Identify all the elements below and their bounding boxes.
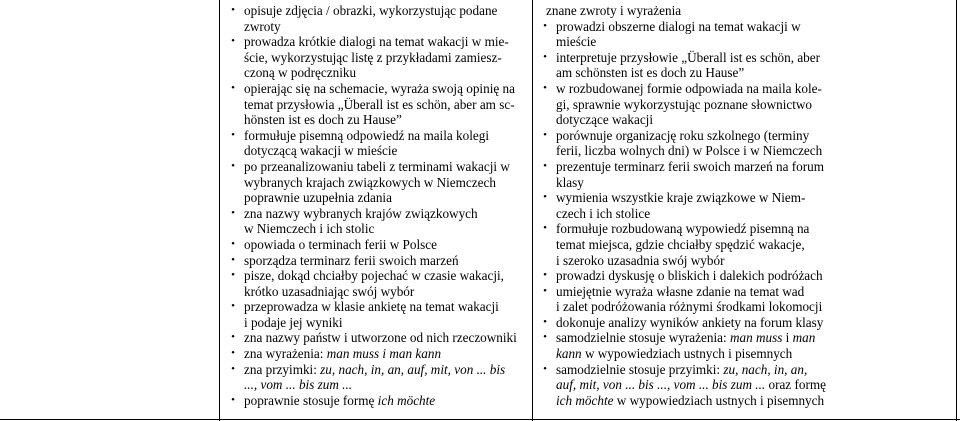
list-item-line (556, 143, 954, 159)
grade-column-dobra (540, 3, 954, 408)
bullet-icon: • (543, 315, 547, 328)
list-item-text: prowadzi obszerne dialogi na temat wakacji w (556, 18, 801, 34)
criteria-list (540, 19, 954, 409)
list-item-italic: man (792, 330, 816, 346)
list-item-text: ście, wykorzystując listę z przykładami zamiesz- (244, 49, 502, 65)
bullet-icon: • (543, 284, 547, 297)
list-item-line (244, 190, 530, 206)
list-item-italic: ..., vom ... bis zum ... (244, 377, 353, 393)
list-item (540, 81, 954, 128)
list-item-italic: man muss (729, 330, 783, 346)
list-item-line (244, 81, 530, 97)
list-item-line (244, 362, 530, 378)
bullet-icon: • (543, 222, 547, 235)
list-item-text: mieście (556, 34, 597, 50)
list-item (540, 159, 954, 190)
bullet-icon: • (543, 128, 547, 141)
list-item-line (556, 253, 954, 269)
list-item-italic: zu, nach, in, an, auf, mit, von ... bis (320, 361, 506, 377)
list-item-line (244, 393, 530, 409)
list-item-text: zna przyimki: (244, 361, 321, 377)
list-item (228, 253, 530, 269)
list-item-line (556, 393, 954, 409)
bullet-icon: • (543, 159, 547, 172)
list-item-text: formułuje rozbudowaną wypowiedź pisemną na (556, 221, 810, 237)
list-item-line (244, 34, 530, 50)
bullet-icon: • (543, 269, 547, 282)
list-item-text: i podaje jej wyniki (244, 314, 343, 330)
list-item-text: opowiada o terminach ferii w Polsce (244, 236, 437, 252)
list-item-line (556, 206, 954, 222)
list-item (540, 128, 954, 159)
list-item-text: temat miejsca, gdzie chciałby spędzić wakacje, (556, 236, 805, 252)
list-item-text: i (782, 330, 793, 346)
list-item-text: samodzielnie stosuje przyimki: (556, 361, 724, 377)
list-item-line (556, 346, 954, 362)
list-item (540, 19, 954, 50)
list-item-italic: zu, nach, in, an, (723, 361, 808, 377)
list-item-text: ferii, liczba wolnych dni) w Polsce i w Niemczech (556, 143, 823, 159)
list-item (228, 3, 530, 34)
list-item-text: opierając się na schemacie, wyraża swoją opinię na (244, 80, 515, 96)
list-item-text: prowadzi dyskusję o bliskich i dalekich podróżach (556, 268, 823, 284)
list-item-line (244, 346, 530, 362)
list-item-text: przeprowadza w klasie ankietę na temat wakacji (244, 299, 499, 315)
list-item-text: dotyczącą wakacji w mieście (244, 143, 398, 159)
bullet-icon: • (231, 331, 235, 344)
list-item-text: czech i ich stolice (556, 205, 651, 221)
list-item-text: porównuje organizację roku szkolnego (terminy (556, 127, 810, 143)
list-item-text: poprawnie uzupełnia zdania (244, 190, 392, 206)
list-item (540, 284, 954, 315)
list-item-text: wymienia wszystkie kraje związkowe w Niem- (556, 190, 806, 206)
list-item-line (556, 330, 954, 346)
list-item-line (556, 299, 954, 315)
list-item-line (556, 97, 954, 113)
bullet-icon: • (543, 331, 547, 344)
list-item-line (556, 65, 954, 81)
grade-column-dostateczna (228, 3, 530, 408)
list-item-text: w wypowiedziach ustnych i pisemnych (613, 392, 825, 408)
list-item (228, 346, 530, 362)
column-divider (219, 0, 220, 421)
list-item-line (244, 3, 530, 19)
list-item (228, 330, 530, 346)
list-item (540, 330, 954, 361)
list-item-italic: ich möchte (556, 392, 614, 408)
list-item-line (244, 159, 530, 175)
list-item (540, 315, 954, 331)
list-item-line (556, 81, 954, 97)
list-item-text: dotyczące wakacji (556, 112, 654, 128)
list-item-text: pisze, dokąd chciałby pojechać w czasie wakacji, (244, 268, 504, 284)
list-item-line (556, 268, 954, 284)
list-item-line (244, 65, 530, 81)
list-item (228, 268, 530, 299)
list-item-text: dokonuje analizy wyników ankiety na forum klasy (556, 314, 824, 330)
list-item-text: w wypowiedziach ustnych i pisemnych (581, 346, 793, 362)
list-item-line (244, 221, 530, 237)
list-item-text: opisuje zdjęcia / obrazki, wykorzystując podane (244, 3, 498, 18)
list-item (540, 50, 954, 81)
list-item-text: formułuje pisemną odpowiedź na maila kolegi (244, 127, 489, 143)
list-item (228, 237, 530, 253)
list-item (228, 81, 530, 128)
list-item-line (556, 19, 954, 35)
list-item-text: gi, sprawnie wykorzystując poznane słownictwo (556, 96, 812, 112)
list-item-text: hönsten ist es doch zu Hause” (244, 112, 402, 128)
list-item (228, 206, 530, 237)
list-item-line (244, 330, 530, 346)
list-item (228, 34, 530, 81)
bullet-icon: • (543, 191, 547, 204)
column-divider (532, 0, 533, 421)
list-item-line (244, 143, 530, 159)
list-item-text: prezentuje terminarz ferii swoich marzeń na forum (556, 158, 825, 174)
list-item (540, 221, 954, 268)
bullet-icon: • (231, 159, 235, 172)
bullet-icon: • (231, 206, 235, 219)
list-item-line (556, 128, 954, 144)
list-item-line (556, 159, 954, 175)
list-item-text: oraz formę (765, 377, 826, 393)
list-item-line (556, 50, 954, 66)
list-item-line (556, 34, 954, 50)
criteria-list (228, 3, 530, 408)
bullet-icon: • (231, 362, 235, 375)
list-item-text: zna wyrażenia: (244, 346, 327, 362)
table-bottom-border (0, 419, 960, 420)
list-item-line (556, 221, 954, 237)
list-item-line (556, 315, 954, 331)
list-item (540, 190, 954, 221)
bullet-icon: • (231, 128, 235, 141)
list-item-line (244, 377, 530, 393)
list-item-line (556, 175, 954, 191)
bullet-icon: • (231, 300, 235, 313)
list-item-text: zna nazwy wybranych krajów związkowych (244, 205, 478, 221)
list-item-line (244, 253, 530, 269)
bullet-icon: • (231, 81, 235, 94)
list-item-text: samodzielnie stosuje wyrażenia: (556, 330, 730, 346)
column-divider (956, 0, 957, 421)
list-item-line (244, 299, 530, 315)
list-item-italic: auf, mit, von ... bis ..., vom ... bis zum ... (556, 377, 766, 393)
list-item-text: wybranych krajach związkowych w Niemczech (244, 174, 496, 190)
list-item-line (556, 237, 954, 253)
bullet-icon: • (231, 4, 235, 16)
bullet-icon: • (231, 253, 235, 266)
bullet-icon: • (231, 237, 235, 250)
list-item-text: zwroty (244, 18, 281, 34)
bullet-icon: • (231, 269, 235, 282)
list-item (228, 128, 530, 159)
list-item-text: i zalet podróżowania różnymi środkami lokomocji (556, 299, 823, 315)
list-item (228, 362, 530, 393)
list-item-text: i szeroko uzasadnia swój wybór (556, 252, 725, 268)
list-item-italic: man muss i man kann (326, 346, 442, 362)
list-item-line (244, 284, 530, 300)
list-item-text: w Niemczech i ich stolic (244, 221, 375, 237)
list-item-text: prowadza krótkie dialogi na temat wakacji w mie- (244, 34, 509, 50)
list-item-italic: ich möchte (377, 392, 436, 408)
list-item-line (244, 112, 530, 128)
list-item-text: czoną w podręczniku (244, 65, 357, 81)
list-item-line (556, 112, 954, 128)
bullet-icon: • (543, 81, 547, 94)
list-item-text: klasy (556, 174, 584, 190)
list-item-line (556, 362, 954, 378)
list-item-line (556, 190, 954, 206)
list-item-line (244, 175, 530, 191)
list-item (228, 393, 530, 409)
list-item-line (244, 50, 530, 66)
list-item-text: temat przysłowia „Überall ist es schön, aber am sc- (244, 96, 515, 112)
bullet-icon: • (231, 347, 235, 360)
list-item-text: umiejętnie wyraża własne zdanie na temat wad (556, 283, 805, 299)
bullet-icon: • (543, 362, 547, 375)
list-item-text: interpretuje przysłowie „Überall ist es schön, aber (556, 49, 821, 65)
bullet-icon: • (543, 50, 547, 63)
list-lead-text: znane zwroty i wyrażenia (546, 3, 682, 18)
bullet-icon: • (231, 393, 235, 406)
list-item-text: po przeanalizowaniu tabeli z terminami wakacji w (244, 158, 510, 174)
list-item (228, 299, 530, 330)
list-item-line (244, 315, 530, 331)
list-item (228, 159, 530, 206)
list-item-line (556, 284, 954, 300)
list-item-line (244, 206, 530, 222)
list-item-line (244, 128, 530, 144)
bullet-icon: • (543, 19, 547, 32)
list-item-line (244, 19, 530, 35)
list-item-line (556, 377, 954, 393)
list-item-line (244, 97, 530, 113)
bullet-icon: • (231, 35, 235, 48)
list-item-text: am schönsten ist es doch zu Hause” (556, 65, 745, 81)
list-item-text: sporządza terminarz ferii swoich marzeń (244, 252, 459, 268)
list-item-line (244, 268, 530, 284)
list-item (540, 362, 954, 409)
list-item-text: w rozbudowanej formie odpowiada na maila kole- (556, 80, 822, 96)
list-item-text: krótko uzasadniając swój wybór (244, 283, 415, 299)
list-item-text: zna nazwy państw i utworzone od nich rzeczowniki (244, 330, 517, 346)
list-item-line (244, 237, 530, 253)
list-item-italic: kann (556, 346, 582, 362)
list-item (540, 268, 954, 284)
list-item-text: poprawnie stosuje formę (244, 392, 378, 408)
